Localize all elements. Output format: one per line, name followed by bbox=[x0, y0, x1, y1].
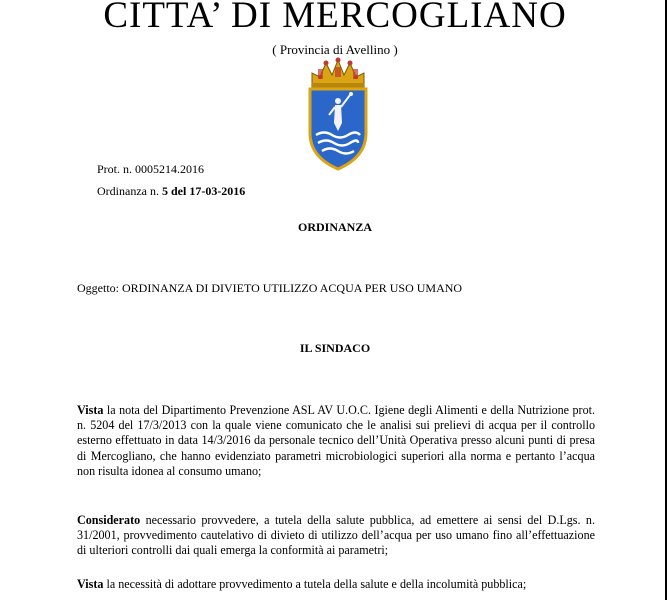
document-title: CITTA’ DI MERCOGLIANO bbox=[103, 0, 567, 36]
subject-line: Oggetto: ORDINANZA DI DIVIETO UTILIZZO ACQUA PER USO UMANO bbox=[77, 281, 463, 295]
ordinanza-number: 5 del 17-03-2016 bbox=[161, 184, 246, 198]
paragraph-text: la nota del Dipartimento Prevenzione ASL AV U.O.C. Igiene degli Alimenti e della Nutrizione prot. n. 5204 del 17/3/2013 con la quale viene comunicato che le analisi sui prelievi di acqua per il controllo esterno effettuato in data 14/3/2016 da personale tecnico dell’Unità Operativa presso alcuni punti di presa di Mercogliano, che hanno evidenziato parametri microbiologici superiori alla norma e pertanto l’acqua non risulta idonea al consumo umano; bbox=[77, 403, 595, 478]
ordinanza-label: Ordinanza n. bbox=[97, 184, 162, 198]
paragraph-lead: Vista bbox=[77, 577, 104, 591]
paragraph-lead: Vista bbox=[77, 403, 104, 417]
crown-icon bbox=[312, 58, 364, 90]
ordinanza-reference bbox=[97, 184, 245, 198]
province-subtitle: ( Provincia di Avellino ) bbox=[272, 42, 398, 57]
paragraph-vista-nota bbox=[77, 403, 595, 479]
page-edge-border bbox=[665, 0, 667, 600]
protocol-number: Prot. n. 0005214.2016 bbox=[97, 162, 205, 176]
paragraph-text: necessario provvedere, a tutela della salute pubblica, ad emettere ai sensi del D.Lgs. n. 31/2001, provvedimento cautelativo di divieto di utilizzo dell’acqua per uso umano fino all’effettuazione di ulteriori controlli dai quali emerga la conformità ai parametri; bbox=[77, 513, 595, 558]
paragraph-lead: Considerato bbox=[77, 513, 141, 527]
paragraph-considerato bbox=[77, 513, 595, 559]
paragraph-text: la necessità di adottare provvedimento a tutela della salute e della incolumità pubblica; bbox=[103, 577, 527, 591]
heading-ordinanza: ORDINANZA bbox=[297, 220, 372, 234]
municipal-crest-icon bbox=[298, 57, 378, 172]
heading-sindaco: IL SINDACO bbox=[299, 341, 371, 355]
paragraph-vista-necessita bbox=[77, 577, 595, 592]
